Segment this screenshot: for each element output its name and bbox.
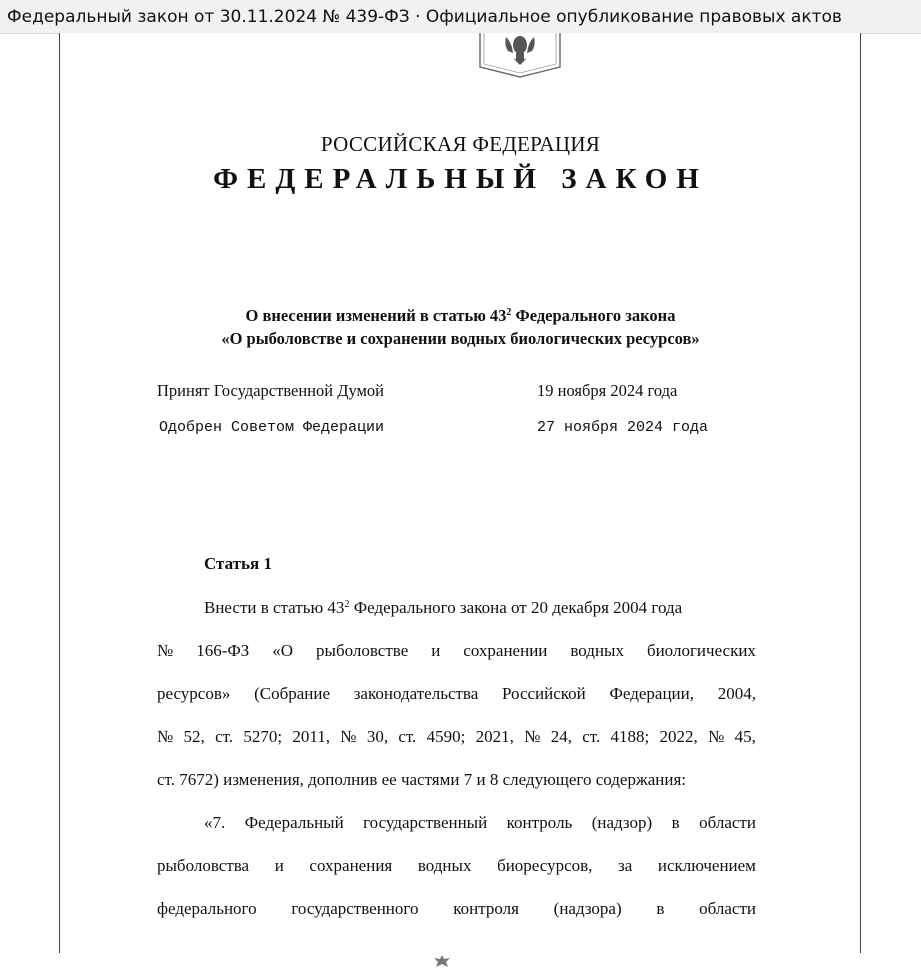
word: и — [274, 856, 284, 875]
word: 2022, — [659, 727, 698, 746]
word: государственный — [363, 813, 488, 832]
article-line-6 — [204, 813, 756, 833]
word: ст. — [582, 727, 601, 746]
word: Федеральный — [244, 813, 344, 832]
word: «О — [272, 641, 294, 660]
article-line-3 — [157, 684, 756, 704]
page-emblem-icon — [428, 953, 456, 969]
word: за — [618, 856, 633, 875]
word: биологических — [646, 641, 756, 660]
word: рыболовства — [157, 856, 250, 875]
word: государственного — [291, 899, 419, 918]
word: сохранении — [463, 641, 548, 660]
window-title: Федеральный закон от 30.11.2024 № 439-ФЗ · Официальное опубликование правовых актов — [0, 0, 921, 34]
word: 45, — [734, 727, 756, 746]
word: № — [157, 727, 174, 746]
word: законодательства — [353, 684, 479, 703]
word: контроль — [506, 813, 573, 832]
word: 4188; — [610, 727, 650, 746]
law-subject-line-1: О внесении изменений в статью $43^2$ Федерального закона — [245, 306, 676, 325]
word: Федерации, — [609, 684, 695, 703]
word: в — [671, 813, 680, 832]
article-title: Статья 1 — [204, 554, 272, 573]
article-line-5: ст. 7672) изменения, дополнив ее частями 7 и 8 следующего содержания: — [157, 770, 686, 789]
word: 52, — [183, 727, 205, 746]
word: водных — [570, 641, 624, 660]
article-line-8 — [157, 899, 756, 919]
article-line-4 — [157, 727, 756, 747]
word: федерального — [157, 899, 257, 918]
approved-date: 27 ноября 2024 года — [537, 419, 709, 436]
word: 4590; — [426, 727, 466, 746]
header-country: РОССИЙСКАЯ ФЕДЕРАЦИЯ — [320, 132, 601, 156]
word: ст. — [215, 727, 234, 746]
word: 166-ФЗ — [196, 641, 250, 660]
adopted-label: Принят Государственной Думой — [157, 381, 385, 400]
article-line-2 — [157, 641, 756, 661]
word: № — [708, 727, 725, 746]
word: водных — [417, 856, 472, 875]
word: 24, — [550, 727, 572, 746]
law-subject-line-2: «О рыболовстве и сохранении водных биологических ресурсов» — [221, 329, 700, 348]
word: 5270; — [243, 727, 283, 746]
article-line-1: Внести в статью $43^2$ Федерального закона от 20 декабря 2004 года — [204, 598, 683, 617]
word: рыболовстве — [316, 641, 409, 660]
word: области — [699, 813, 756, 832]
word: 2004, — [717, 684, 756, 703]
header-law-type: ФЕДЕРАЛЬНЫЙ ЗАКОН — [213, 163, 708, 195]
word: в — [656, 899, 665, 918]
word: ресурсов» — [157, 684, 231, 703]
word: (надзор) — [591, 813, 653, 832]
word: № — [157, 641, 174, 660]
word: 2021, — [475, 727, 514, 746]
word: биоресурсов, — [497, 856, 593, 875]
word: контроля — [453, 899, 519, 918]
document-viewer[interactable] — [0, 35, 921, 934]
word: сохранения — [309, 856, 393, 875]
word: Российской — [501, 684, 586, 703]
word: № — [340, 727, 357, 746]
word: 30, — [366, 727, 389, 746]
word: области — [699, 899, 756, 918]
approved-label: Одобрен Советом Федерации — [159, 419, 385, 436]
adopted-date: 19 ноября 2024 года — [537, 381, 678, 400]
word: № — [524, 727, 541, 746]
word: (надзора) — [553, 899, 622, 918]
article-line-7 — [157, 856, 756, 876]
word: (Собрание — [254, 684, 331, 703]
coat-of-arms-emblem — [478, 33, 562, 79]
word: «7. — [204, 813, 226, 832]
word: исключением — [657, 856, 756, 875]
word: и — [431, 641, 441, 660]
word: ст. — [398, 727, 417, 746]
word: 2011, — [292, 727, 330, 746]
